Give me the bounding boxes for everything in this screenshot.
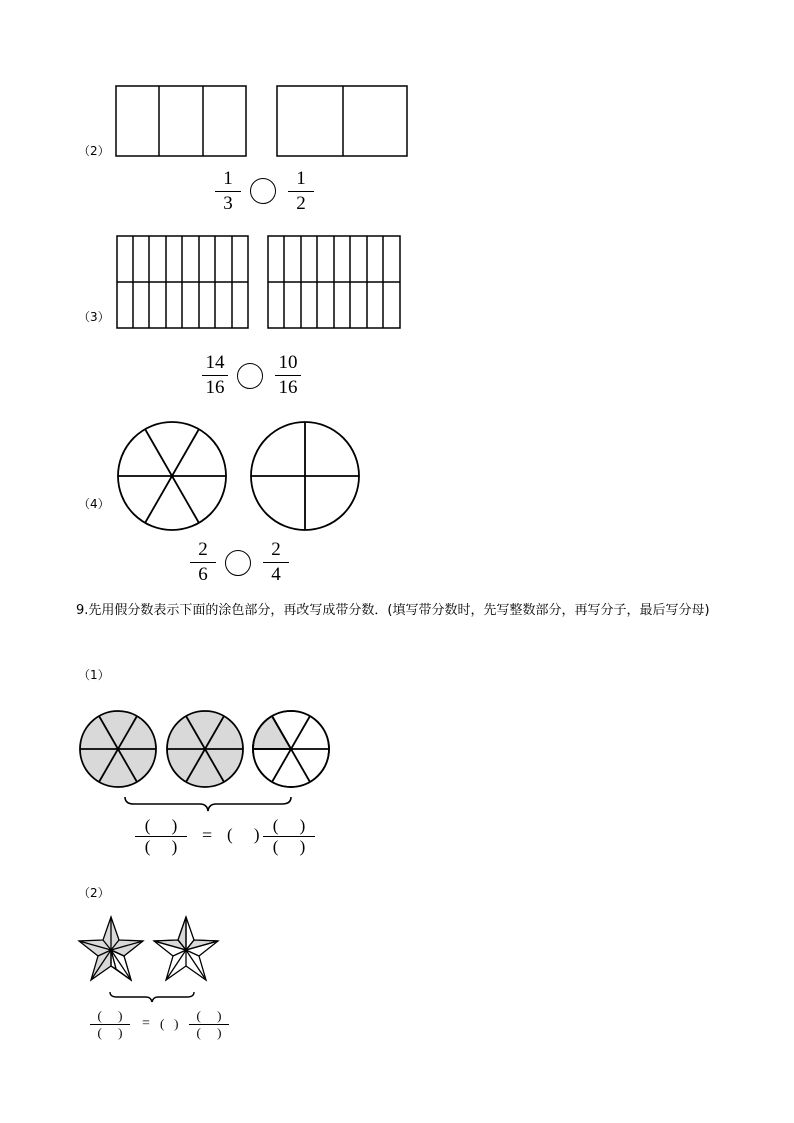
star-mostly-shaded [79, 917, 143, 980]
mixed-fraction-blank[interactable]: ( ) ( ) [189, 1008, 229, 1041]
equals-sign: = [202, 825, 213, 845]
mixed-fraction-blank[interactable]: ( ) ( ) [263, 816, 315, 857]
numerator: 14 [205, 352, 225, 373]
part-3-label: （3） [78, 310, 110, 324]
question-9-text: 9.先用假分数表示下面的涂色部分，再改写成带分数．(填写带分数时，先写整数部分，再写分子，最后写分母) [76, 603, 710, 618]
part-2-label: （2） [78, 144, 110, 158]
improper-fraction-blank[interactable]: ( ) ( ) [90, 1008, 130, 1041]
whole-number-blank[interactable]: ( ) [160, 1016, 179, 1031]
denominator: 4 [271, 564, 281, 585]
denominator: 6 [198, 564, 208, 585]
whole-number-blank[interactable]: ( ) [227, 825, 260, 844]
denominator: 16 [205, 377, 225, 398]
numerator: 2 [198, 539, 208, 560]
part-4-label: （4） [78, 497, 110, 511]
denominator: 2 [296, 193, 306, 214]
denominator: 16 [278, 377, 298, 398]
improper-fraction-blank[interactable]: ( ) ( ) [135, 816, 187, 857]
denominator: 3 [223, 193, 233, 214]
numerator: 1 [223, 168, 233, 189]
numerator: 10 [278, 352, 298, 373]
star-partly-shaded [154, 917, 218, 980]
brace [110, 992, 194, 1002]
q9-sub2-label: （2） [78, 886, 110, 900]
numerator: 2 [271, 539, 281, 560]
equals-sign: = [142, 1016, 150, 1031]
q9-sub1-label: （1） [78, 668, 110, 682]
numerator: 1 [296, 168, 306, 189]
